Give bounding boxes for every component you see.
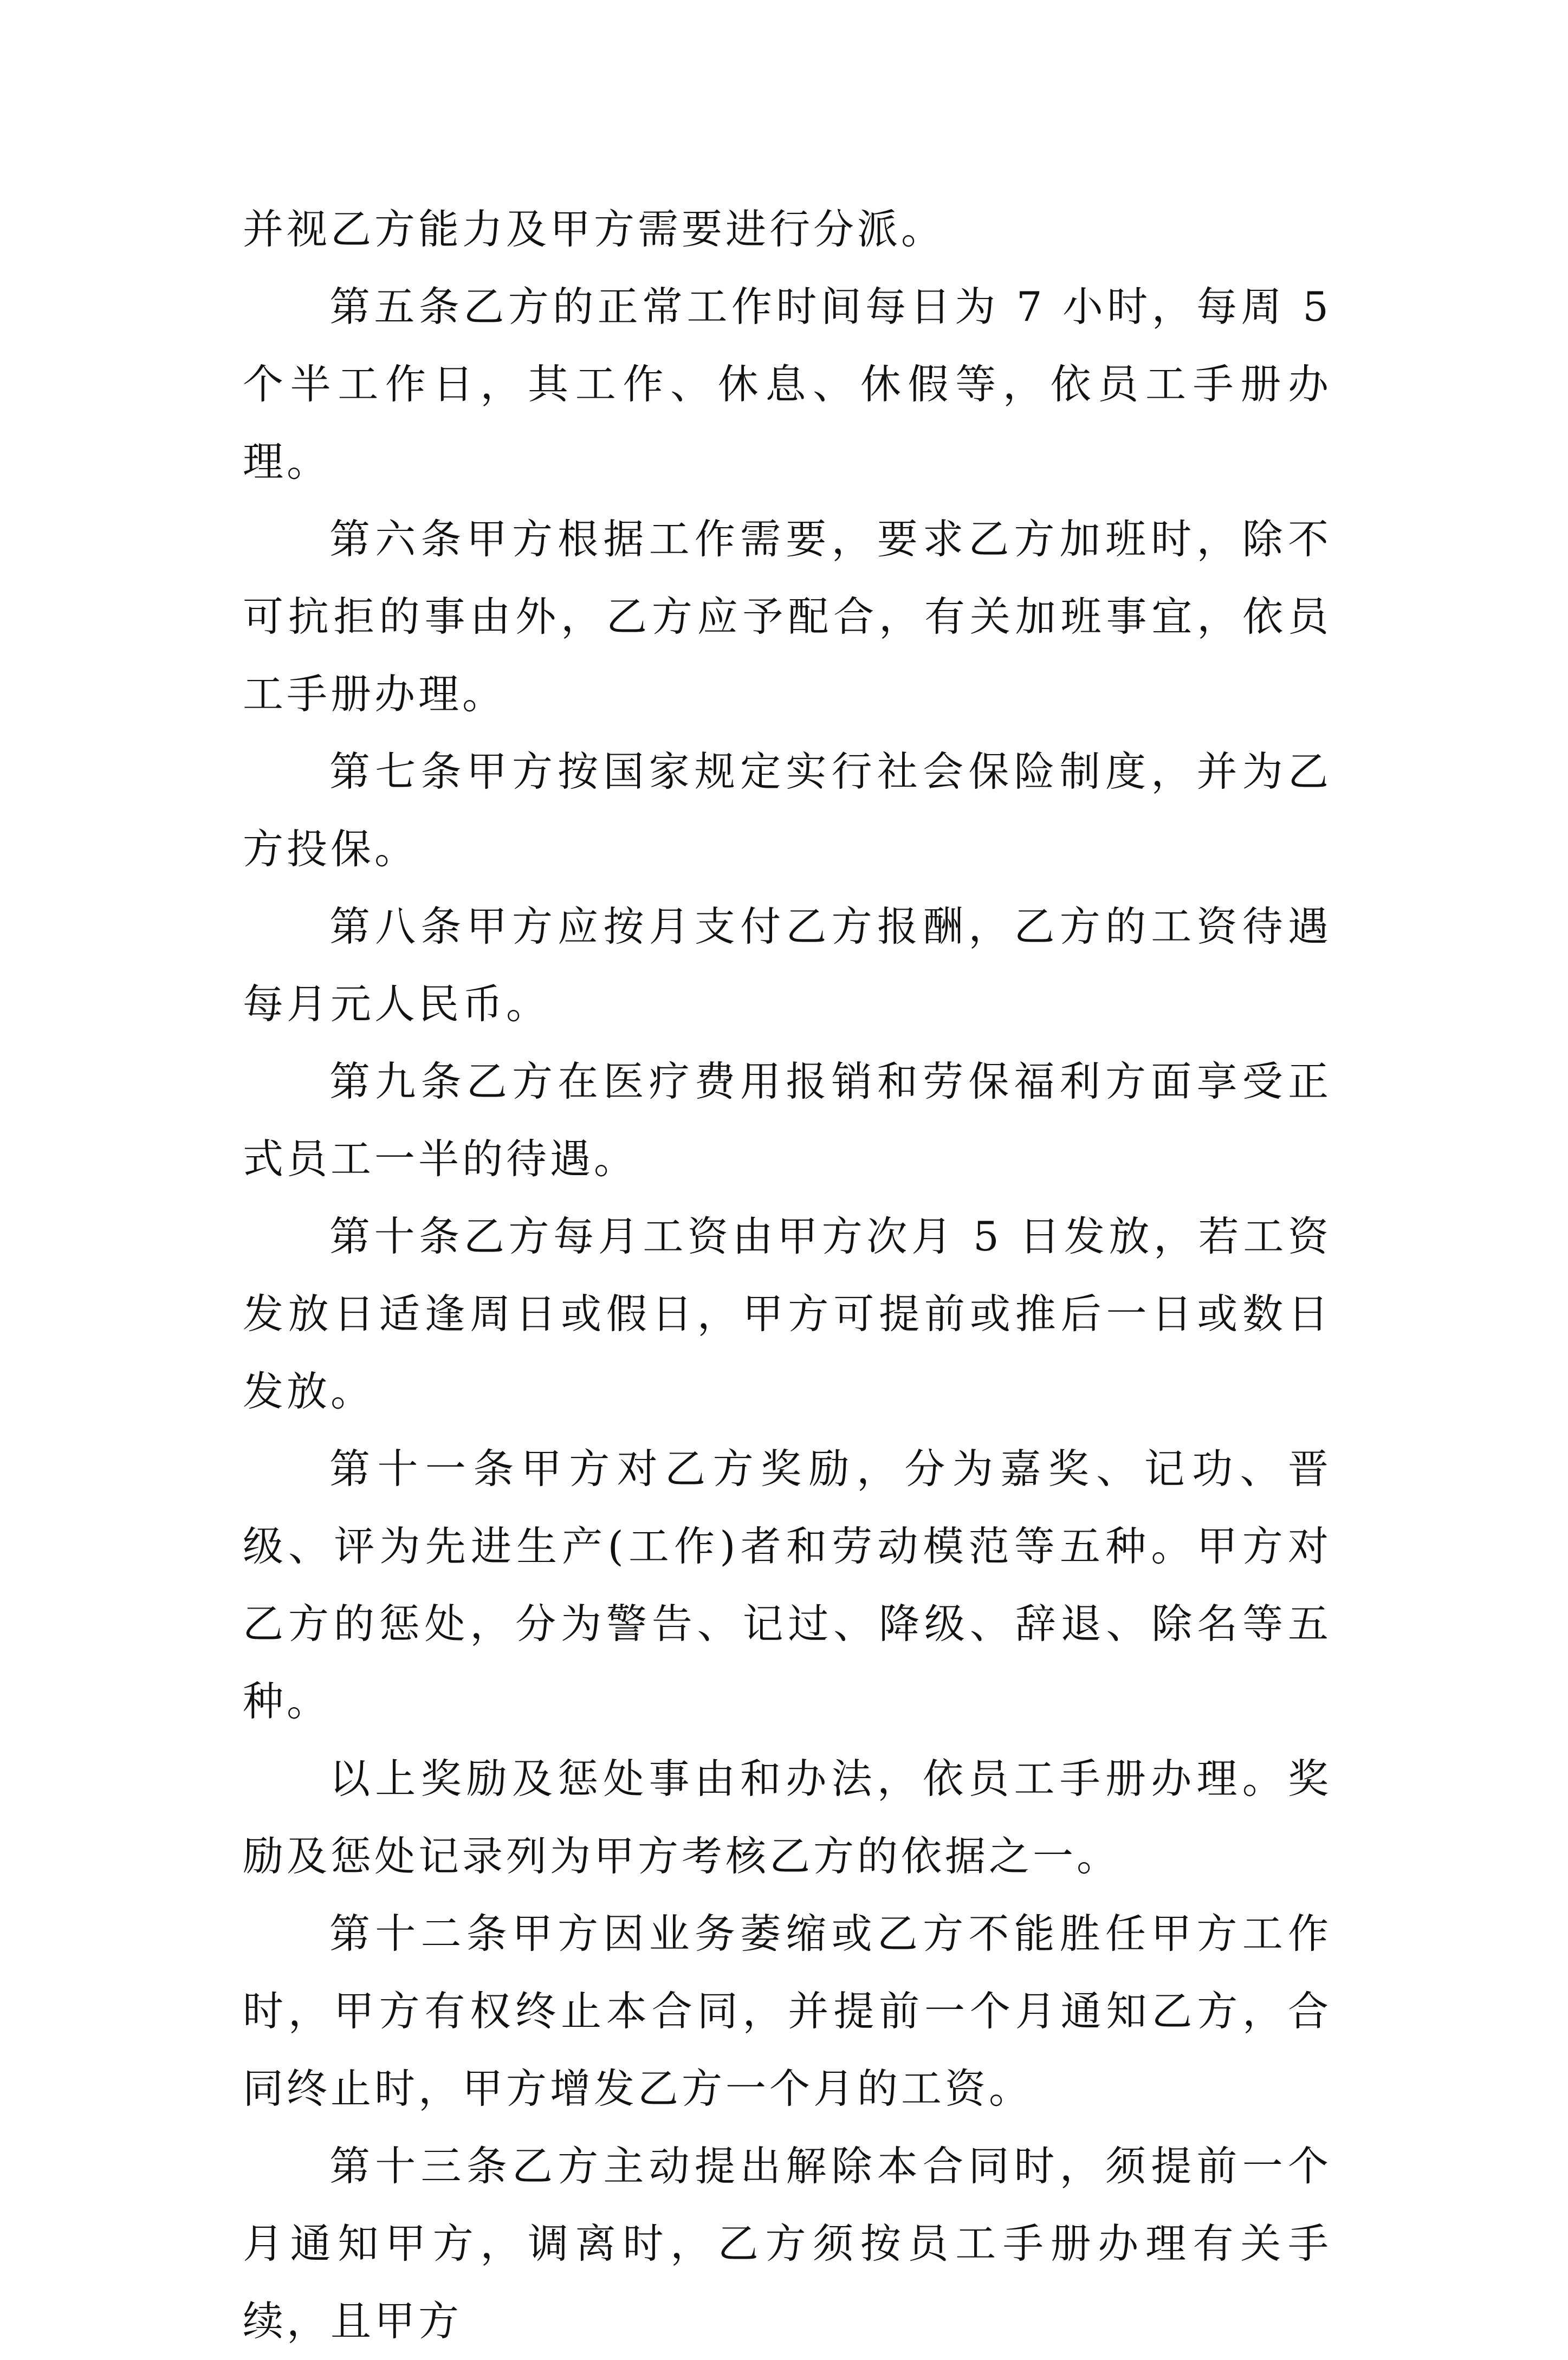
paragraph-article-5: 第五条乙方的正常工作时间每日为 7 小时，每周 5 个半工作日，其工作、休息、休假等，依员工手册办理。 bbox=[243, 283, 1332, 485]
document-body bbox=[243, 191, 1332, 2360]
paragraph-rewards-note: 以上奖励及惩处事由和办法，依员工手册办理。奖励及惩处记录列为甲方考核乙方的依据之一。 bbox=[243, 1755, 1332, 1880]
paragraph-article-12: 第十二条甲方因业务萎缩或乙方不能胜任甲方工作时，甲方有权终止本合同，并提前一个月通知乙方，合同终止时，甲方增发乙方一个月的工资。 bbox=[243, 1910, 1332, 2112]
paragraph-article-10: 第十条乙方每月工资由甲方次月 5 日发放，若工资发放日适逢周日或假日，甲方可提前或推后一日或数日发放。 bbox=[243, 1213, 1332, 1415]
paragraph-article-11: 第十一条甲方对乙方奖励，分为嘉奖、记功、晋级、评为先进生产(工作)者和劳动模范等五种。甲方对乙方的惩处，分为警告、记过、降级、辞退、除名等五种。 bbox=[243, 1445, 1332, 1725]
paragraph-article-7: 第七条甲方按国家规定实行社会保险制度，并为乙方投保。 bbox=[243, 748, 1332, 873]
paragraph-article-9: 第九条乙方在医疗费用报销和劳保福利方面享受正式员工一半的待遇。 bbox=[243, 1058, 1332, 1183]
paragraph-continuation: 并视乙方能力及甲方需要进行分派。 bbox=[243, 205, 945, 253]
paragraph-article-13: 第十三条乙方主动提出解除本合同时，须提前一个月通知甲方，调离时，乙方须按员工手册办理有关手续，且甲方 bbox=[243, 2142, 1332, 2345]
paragraph-article-8: 第八条甲方应按月支付乙方报酬，乙方的工资待遇每月元人民币。 bbox=[243, 903, 1332, 1028]
paragraph-article-6: 第六条甲方根据工作需要，要求乙方加班时，除不可抗拒的事由外，乙方应予配合，有关加班事宜，依员工手册办理。 bbox=[243, 515, 1332, 718]
